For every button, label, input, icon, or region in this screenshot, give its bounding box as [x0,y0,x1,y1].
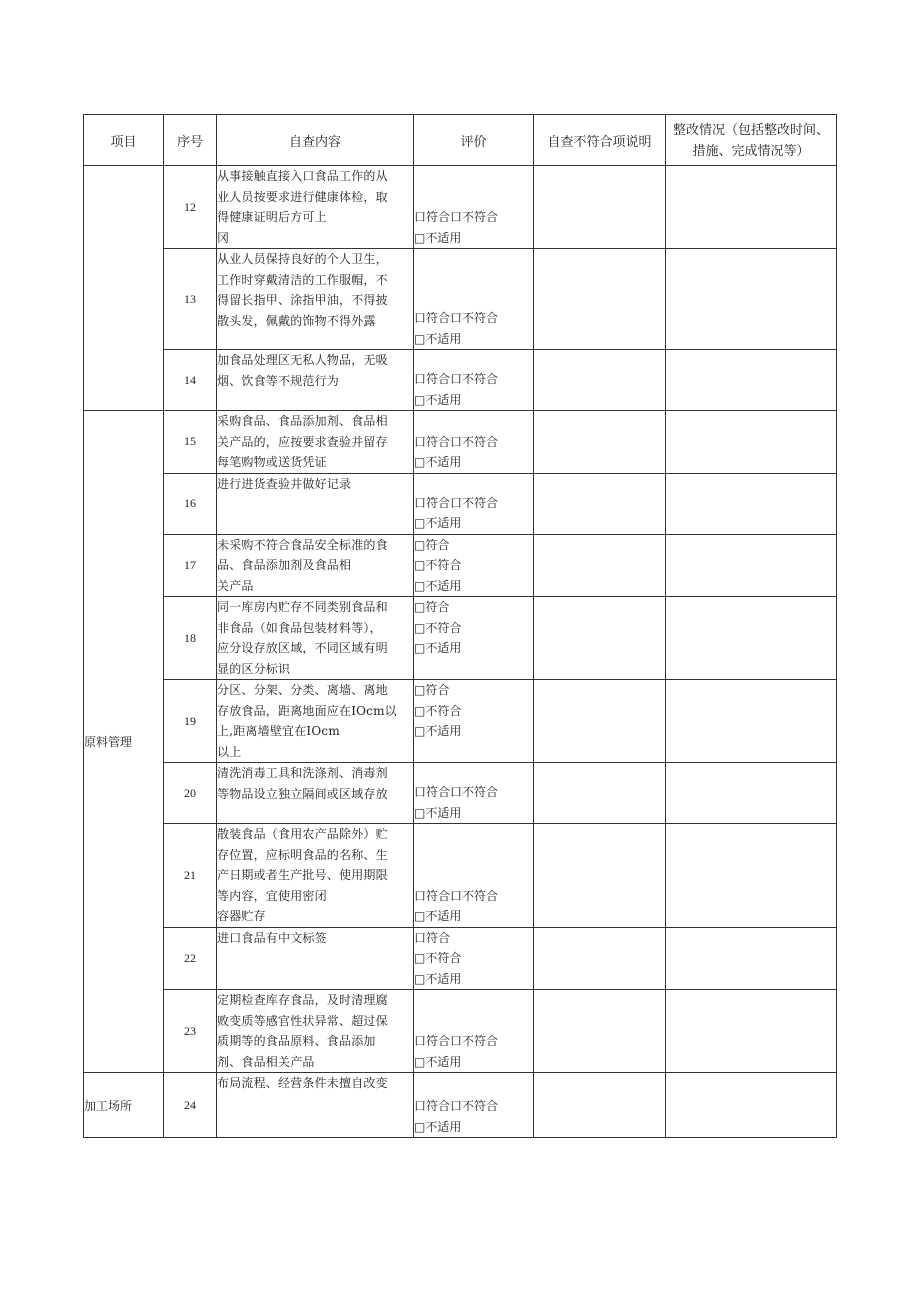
evaluation-options[interactable] [414,990,534,1073]
content-line: 工作时穿戴清洁的工作服帽，不 [217,272,388,287]
content-line: 非食品（如食品包装材料等）， [217,620,382,635]
content-line: 加食品处理区无私人物品，无吸 [217,353,388,367]
inspection-content [217,597,414,680]
category-cell [84,166,164,411]
content-line: 应分设存放区域，不同区域有明 [217,641,388,655]
content-line: 烟、饮食等不规范行为 [217,373,340,388]
evaluation-option[interactable]: 口符合口不符合 [414,311,499,325]
content-line: 同一库房内贮存不同类别食品和 [217,600,388,614]
content-line: 业人员按要求进行健康体检，取 [217,189,388,204]
evaluation-option[interactable]: □不适用 [414,641,462,655]
inspection-content [217,1073,414,1138]
evaluation-option[interactable]: □不符合 [414,951,462,965]
content-line: 关产品的，应按要求查验并留存 [217,434,388,449]
row-number: 17 [164,534,217,597]
evaluation-options[interactable] [414,824,534,928]
noncompliance-note-cell[interactable] [534,411,666,474]
rectification-cell[interactable] [666,411,837,474]
evaluation-option[interactable]: □符合 [414,683,450,697]
noncompliance-note-cell[interactable] [534,166,666,249]
noncompliance-note-cell[interactable] [534,350,666,411]
table-row [84,350,837,411]
noncompliance-note-cell[interactable] [534,1073,666,1138]
category-processing-site: 加工场所 [84,1073,164,1138]
row-number: 22 [164,927,217,990]
content-line: 质期等的食品原料、食品添加 [217,1034,376,1048]
rectification-cell[interactable] [666,350,837,411]
row-number: 18 [164,597,217,680]
content-line: 定期检查库存食品，及时清理腐 [217,993,388,1007]
table-row [84,763,837,824]
content-line: 得健康证明后方可上 [217,210,327,224]
content-line: 进口食品有中文标签 [217,930,327,945]
row-number: 24 [164,1073,217,1138]
evaluation-options[interactable] [414,534,534,597]
noncompliance-note-cell[interactable] [534,927,666,990]
content-line: 存位置，应标明食品的名称、生 [217,847,388,862]
noncompliance-note-cell[interactable] [534,990,666,1073]
inspection-content [217,350,414,411]
evaluation-option[interactable]: □不适用 [414,578,462,593]
evaluation-option[interactable]: □不适用 [414,971,462,986]
rectification-cell[interactable] [666,249,837,350]
table-row [84,1073,837,1138]
evaluation-option[interactable]: □不适用 [414,392,462,407]
noncompliance-note-cell[interactable] [534,824,666,928]
evaluation-option[interactable]: □不适用 [414,1119,462,1134]
content-line: 关产品 [217,578,254,593]
rectification-cell[interactable] [666,597,837,680]
header-rectification-line2: 措施、完成情况等） [692,143,810,158]
header-content: 自查内容 [217,115,414,166]
row-number: 21 [164,824,217,928]
noncompliance-note-cell[interactable] [534,597,666,680]
header-eval: 评价 [414,115,534,166]
content-line: 布局流程、经营条件未擅自改变 [217,1076,388,1090]
content-line: 采购食品、食品添加剂、食品相 [217,414,388,428]
evaluation-options[interactable] [414,680,534,763]
inspection-content [217,411,414,474]
evaluation-options[interactable] [414,411,534,474]
rectification-cell[interactable] [666,927,837,990]
evaluation-option[interactable]: 口符合口不符合 [414,372,499,386]
evaluation-option[interactable]: □不符合 [414,703,462,718]
content-line: 冈 [217,230,230,245]
rectification-cell[interactable] [666,990,837,1073]
content-line: 等内容，宜使用密闭 [217,888,327,903]
inspection-content [217,249,414,350]
noncompliance-note-cell[interactable] [534,473,666,534]
content-line: 等物品设立独立隔间或区域存放 [217,786,388,801]
rectification-cell[interactable] [666,534,837,597]
content-line: 以上 [217,744,242,759]
header-seq: 序号 [164,115,217,166]
content-line: 散头发，佩戴的饰物不得外露 [217,313,376,328]
self-inspection-table [83,114,837,1138]
evaluation-option[interactable]: □不适用 [414,516,462,530]
evaluation-options[interactable] [414,473,534,534]
evaluation-option[interactable]: 口符合 [414,930,451,945]
header-rectification-line1: 整改情况（包括整改时间、 [672,122,829,137]
row-number: 19 [164,680,217,763]
evaluation-option[interactable]: □不适用 [414,909,462,923]
content-line: 容器贮存 [217,909,266,923]
content-line: 散装食品（食用农产品除外）贮 [217,827,388,841]
rectification-cell[interactable] [666,824,837,928]
table-row [84,990,837,1073]
evaluation-option[interactable]: 口符合口不符合 [414,434,499,449]
table-row [84,534,837,597]
evaluation-option[interactable]: □不适用 [414,805,462,820]
content-line: 分区、分架、分类、离墙、离地 [217,683,388,697]
header-rectification [666,115,837,166]
header-item: 项目 [84,115,164,166]
row-number: 13 [164,249,217,350]
inspection-content [217,824,414,928]
evaluation-option[interactable]: 口符合口不符合 [414,785,499,799]
evaluation-option[interactable]: 口符合口不符合 [414,1099,499,1113]
evaluation-options[interactable] [414,927,534,990]
table-row [84,824,837,928]
row-number: 15 [164,411,217,474]
table-row [84,473,837,534]
evaluation-options[interactable] [414,763,534,824]
header-noncompliance: 自查不符合项说明 [534,115,666,166]
evaluation-options[interactable] [414,249,534,350]
evaluation-option[interactable]: □不适用 [414,455,462,469]
evaluation-option[interactable]: □不适用 [414,331,462,346]
inspection-content [217,927,414,990]
evaluation-options[interactable] [414,1073,534,1138]
inspection-content [217,473,414,534]
content-line: 进行进货查验并做好记录 [217,476,352,491]
content-line: 败变质等感官性状异常、超过保 [217,1013,388,1028]
row-number: 14 [164,350,217,411]
row-number: 16 [164,473,217,534]
evaluation-option[interactable]: 口符合口不符合 [414,888,499,903]
content-line: 清洗消毒工具和洗涤剂、消毒剂 [217,766,388,780]
evaluation-option[interactable]: □不符合 [414,558,462,572]
table-row [84,166,837,249]
rectification-cell[interactable] [666,166,837,249]
evaluation-option[interactable]: 口符合口不符合 [414,1034,499,1048]
content-line: 未采购不符合食品安全标准的食 [217,537,388,552]
content-line: 得留长指甲、涂指甲油，不得披 [217,293,388,307]
content-line: 显的区分标识 [217,661,291,676]
content-line: 品、食品添加剂及食品相 [217,558,352,572]
rectification-cell[interactable] [666,473,837,534]
evaluation-option[interactable]: □不适用 [414,724,462,738]
inspection-content [217,680,414,763]
rectification-cell[interactable] [666,680,837,763]
noncompliance-note-cell[interactable] [534,680,666,763]
evaluation-options[interactable] [414,350,534,411]
row-number: 23 [164,990,217,1073]
table-row [84,411,837,474]
evaluation-options[interactable] [414,166,534,249]
evaluation-options[interactable] [414,597,534,680]
content-line: 每笔购物或送货凭证 [217,455,327,469]
row-number: 20 [164,763,217,824]
evaluation-option[interactable]: □符合 [414,600,450,614]
content-line: 从事接触直接入口食品工作的从 [217,169,388,183]
inspection-content [217,534,414,597]
evaluation-option[interactable]: 口符合口不符合 [414,495,499,510]
noncompliance-note-cell[interactable] [534,534,666,597]
content-line: 从业人员保持良好的个人卫生， [217,252,388,266]
table-row [84,680,837,763]
evaluation-option[interactable]: 口符合口不符合 [414,210,499,224]
inspection-content [217,166,414,249]
table-row [84,927,837,990]
content-line: 产日期或者生产批号、使用期限 [217,868,388,882]
inspection-content [217,763,414,824]
noncompliance-note-cell[interactable] [534,249,666,350]
evaluation-option[interactable]: □不适用 [414,1054,462,1069]
evaluation-option[interactable]: □符合 [414,537,450,552]
table-row [84,249,837,350]
table-row [84,597,837,680]
content-line: 存放食品，距离地面应在IOcm以 [217,703,397,718]
category-raw-material: 原料管理 [84,411,164,1073]
noncompliance-note-cell[interactable] [534,763,666,824]
evaluation-option[interactable]: □不符合 [414,620,462,635]
inspection-content [217,990,414,1073]
rectification-cell[interactable] [666,1073,837,1138]
content-line: 剂、食品相关产品 [217,1054,315,1069]
row-number: 12 [164,166,217,249]
content-line: 上,距离墙壁宜在IOcm [217,724,340,738]
rectification-cell[interactable] [666,763,837,824]
evaluation-option[interactable]: □不适用 [414,230,462,245]
